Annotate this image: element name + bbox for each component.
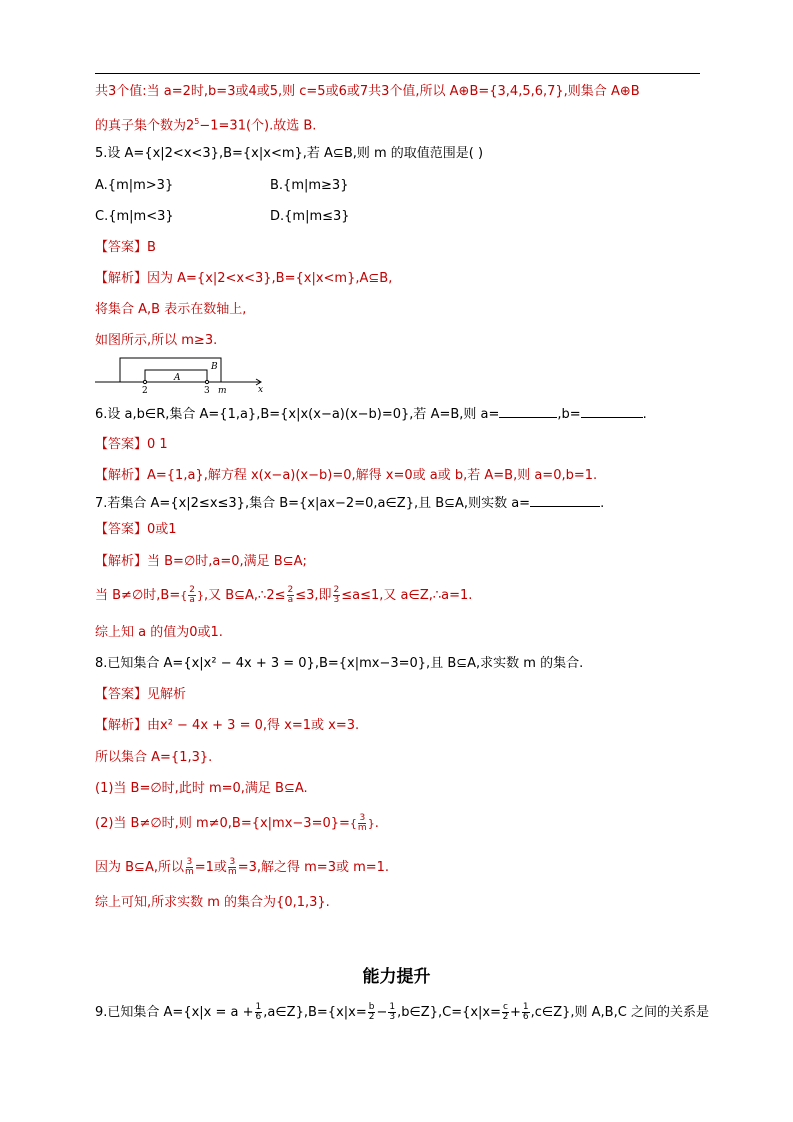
analysis-7-line2: 当 B≠∅时,B={ $\frac{2}{a}$ },又 B⊆A,∴2≤ $\frac{2}{a}$ ≤3,即 $\frac{2}{3}$ ≤a≤1,又 a∈Z,∴a=1. xyxy=(95,585,473,605)
question-5: 5.设 A={x|2<x<3},B={x|x<m},若 A⊆B,则 m 的取值范围是( ) xyxy=(95,146,484,161)
analysis-5-line2: 将集合 A,B 表示在数轴上, xyxy=(95,302,247,317)
analysis-8-line6: 综上可知,所求实数 m 的集合为{0,1,3}. xyxy=(95,895,330,910)
analysis-8-line5: 因为 B⊆A,所以 $\frac{3}{m}$ =1或 $\frac{3}{m}$ =3,解之得 m=3或 m=1. xyxy=(95,857,390,877)
analysis-5-line3: 如图所示,所以 m≥3. xyxy=(95,333,218,348)
option-d: D.{m|m≤3} xyxy=(270,209,350,224)
text-line: 共3个值:当 a=2时,b=3或4或5,则 c=5或6或7共3个值,所以 A⊕B={3,4,5,6,7},则集合 A⊕B xyxy=(95,84,640,99)
question-7: 7.若集合 A={x|2≤x≤3},集合 B={x|ax−2=0,a∈Z},且 B⊆A,则实数 a= . xyxy=(95,496,605,511)
label-b: B xyxy=(211,362,218,372)
answer-8: 【答案】见解析 xyxy=(95,687,187,702)
analysis-7: 【解析】当 B=∅时,a=0,满足 B⊆A; xyxy=(95,554,307,569)
question-9: 9.已知集合 A={x|x = a + $\frac{1}{6}$ ,a∈Z},B={x|x= $\frac{b}{2}$ − $\frac{1}{3}$ ,b∈Z},C={x|x= $\frac{c}{2}$ + $\frac{1}{6}$ ,c∈Z},则 A,B,C 之间的关系是 xyxy=(95,1002,709,1022)
analysis-8: 【解析】由x² − 4x + 3 = 0,得 x=1或 x=3. xyxy=(95,718,360,733)
answer-7: 【答案】0或1 xyxy=(95,522,177,537)
analysis-8-line4: (2)当 B≠∅时,则 m≠0,B={x|mx−3=0}={ $\frac{3}{m}$ }. xyxy=(95,813,379,833)
tick-m: m xyxy=(218,386,227,395)
axis-x: x xyxy=(258,385,264,395)
question-8: 8.已知集合 A={x|x² − 4x + 3 = 0},B={x|mx−3=0},且 B⊆A,求实数 m 的集合. xyxy=(95,656,584,671)
option-c: C.{m|m<3} xyxy=(95,209,174,224)
text-line: 的真子集个数为$2^5-1=31$(个).故选 B. xyxy=(95,117,317,134)
answer-5: 【答案】B xyxy=(95,240,156,255)
analysis-5: 【解析】因为 A={x|2<x<3},B={x|x<m},A⊆B, xyxy=(95,271,393,286)
analysis-8-line3: (1)当 B=∅时,此时 m=0,满足 B⊆A. xyxy=(95,781,308,796)
question-6: 6.设 a,b∈R,集合 A={1,a},B={x|x(x−a)(x−b)=0},若 A=B,则 a= ,b= . xyxy=(95,407,647,422)
section-title: 能力提升 xyxy=(362,967,431,987)
analysis-6: 【解析】A={1,a},解方程 x(x−a)(x−b)=0,解得 x=0或 a或 b,若 A=B,则 a=0,b=1. xyxy=(95,468,598,483)
tick-3: 3 xyxy=(204,386,210,395)
analysis-8-line2: 所以集合 A={1,3}. xyxy=(95,750,213,765)
option-b: B.{m|m≥3} xyxy=(270,178,349,193)
label-a: A xyxy=(174,373,181,383)
number-line-diagram xyxy=(95,355,275,395)
analysis-7-line3: 综上知 a 的值为0或1. xyxy=(95,625,223,640)
top-rule xyxy=(95,73,700,74)
answer-6: 【答案】0 1 xyxy=(95,437,168,452)
option-a: A.{m|m>3} xyxy=(95,178,174,193)
tick-2: 2 xyxy=(142,386,148,395)
